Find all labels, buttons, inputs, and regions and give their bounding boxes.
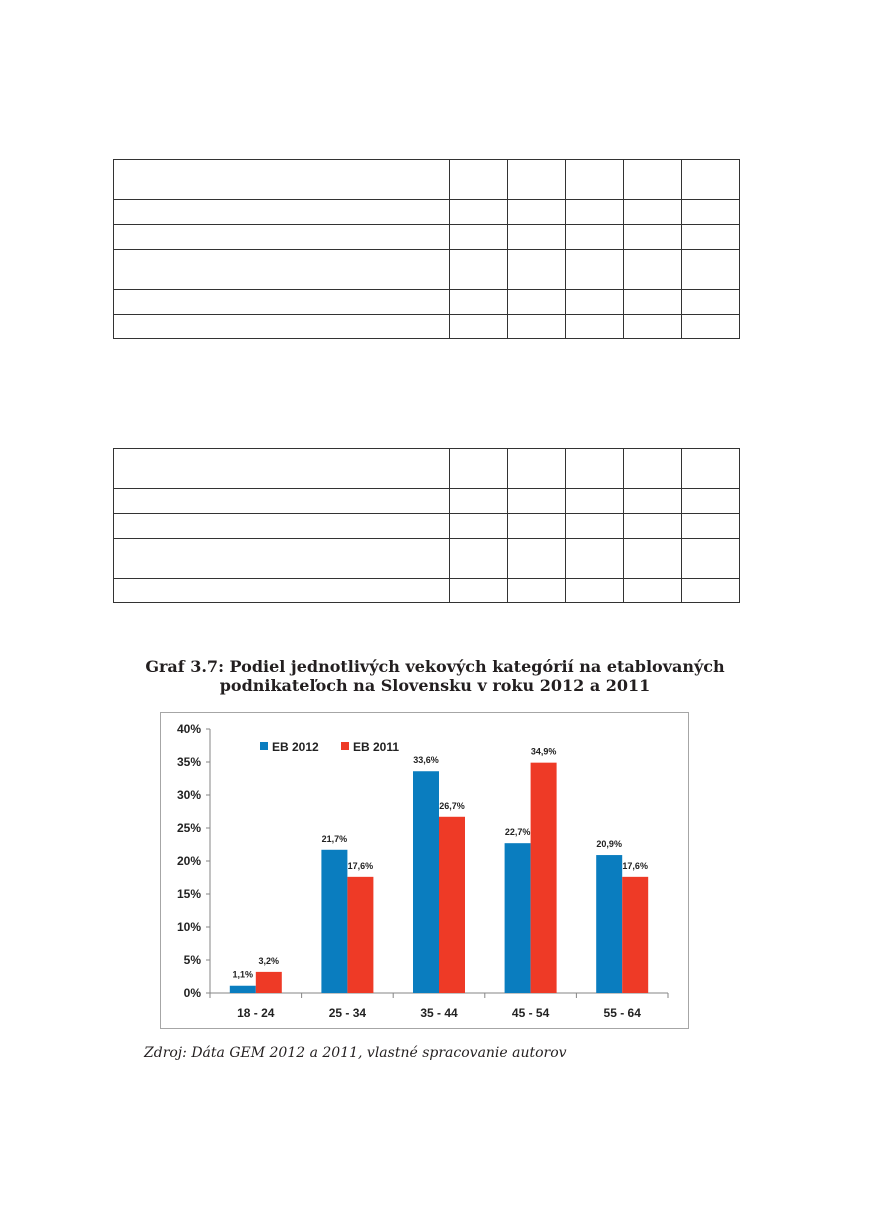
table-row	[114, 225, 740, 250]
x-tick-label: 55 - 64	[603, 1006, 641, 1020]
caption-line-1: Graf 3.7: Podiel jednotlivých vekových kategórií na etablovaných	[145, 657, 725, 676]
table-row	[114, 315, 740, 339]
chart-frame	[160, 712, 689, 1029]
table-row	[114, 449, 740, 489]
y-tick-label: 20%	[176, 854, 201, 868]
bar	[531, 763, 557, 993]
y-tick-label: 10%	[176, 920, 201, 934]
data-label: 17,6%	[347, 860, 374, 871]
empty-table-2	[113, 448, 740, 603]
legend-swatch	[341, 742, 349, 750]
data-label: 20,9%	[596, 839, 622, 850]
y-tick-label: 30%	[176, 788, 201, 802]
bar	[256, 972, 282, 993]
bar	[505, 843, 531, 993]
table-row	[114, 489, 740, 514]
empty-table-1	[113, 159, 740, 339]
bar	[230, 986, 256, 993]
y-tick-label: 5%	[183, 953, 201, 967]
bar-chart	[161, 713, 688, 1028]
bar	[622, 877, 648, 993]
figure-caption	[110, 657, 760, 695]
table-row	[114, 579, 740, 603]
legend-label: EB 2011	[353, 740, 400, 754]
data-label: 33,6%	[413, 755, 439, 766]
y-tick-label: 35%	[176, 755, 201, 769]
y-tick-label: 0%	[183, 986, 201, 1000]
bar	[413, 771, 439, 993]
y-tick-label: 25%	[176, 821, 201, 835]
x-tick-label: 18 - 24	[237, 1006, 275, 1020]
table-row	[114, 514, 740, 539]
table-row	[114, 250, 740, 290]
x-tick-label: 25 - 34	[328, 1006, 367, 1020]
data-label: 34,9%	[530, 746, 557, 757]
bar	[321, 850, 347, 993]
y-tick-label: 40%	[176, 722, 201, 736]
legend-swatch	[260, 742, 268, 750]
data-label: 22,7%	[504, 827, 531, 838]
table-row	[114, 539, 740, 579]
data-label: 1,1%	[232, 969, 254, 980]
table-row	[114, 290, 740, 315]
x-tick-label: 35 - 44	[420, 1006, 458, 1020]
bar	[596, 855, 622, 993]
source-note: Zdroj: Dáta GEM 2012 a 2011, vlastné spracovanie autorov	[144, 1045, 567, 1061]
data-label: 3,2%	[258, 955, 280, 966]
table-row	[114, 200, 740, 225]
y-tick-label: 15%	[176, 887, 201, 901]
x-tick-label: 45 - 54	[511, 1006, 550, 1020]
bar	[439, 817, 465, 993]
data-label: 26,7%	[439, 800, 465, 811]
caption-line-2: podnikateľoch na Slovensku v roku 2012 a 2011	[219, 676, 651, 695]
legend-label: EB 2012	[272, 740, 319, 754]
data-label: 17,6%	[622, 860, 648, 871]
data-label: 21,7%	[321, 833, 348, 844]
table-row	[114, 160, 740, 200]
bar	[347, 877, 373, 993]
